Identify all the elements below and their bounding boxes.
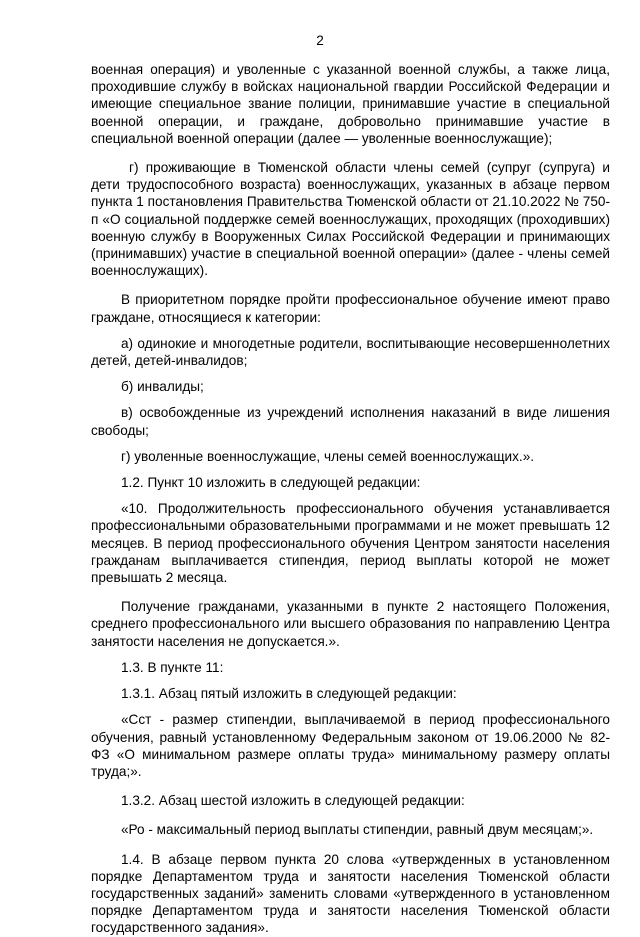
paragraph-item-a: а) одинокие и многодетные родители, воспитывающие несовершеннолетних детей, детей-инвалидов; [91, 335, 610, 369]
paragraph-item-v: в) освобожденные из учреждений исполнения наказаний в виде лишения свободы; [91, 405, 610, 438]
paragraph-sst-definition: «Сст - размер стипендии, выплачиваемой в период профессионального обучения, равный установленному Федеральным законом от 19.06.2000 № 82-ФЗ «О минимальном размере оплаты труда» минимальному размеру оплаты труда;». [91, 712, 610, 779]
page-number: 2 [316, 33, 324, 48]
document-body [91, 61, 610, 937]
paragraph-education-restriction: Получение гражданами, указанными в пункте 2 настоящего Положения, среднего профессионального или высшего образования по направлению Центра занятости населения не допускается.». [91, 599, 610, 649]
paragraph-1-4: 1.4. В абзаце первом пункта 20 слова «утвержденных в установленном порядке Департаментом труда и занятости населения Тюменской области государственных заданий» заменить словами «утвержденного в установленном порядке Департаментом труда и занятости населения Тюменской области государственного задания». [91, 851, 610, 936]
paragraph-item-g: г) уволенные военнослужащие, члены семей военнослужащих.». [121, 448, 535, 464]
paragraph-1-3: 1.3. В пункте 11: [121, 659, 224, 675]
paragraph-point-10-text: «10. Продолжительность профессионального обучения устанавливается профессиональными образовательными программами и не может превышать 12 месяцев. В период профессионального обучения Центром занятости населения гражданам выплачивается стипендия, период выплаты которой не может превышать 2 месяца. [91, 501, 610, 586]
paragraph-priority-categories: В приоритетном порядке пройти профессиональное обучение имеют право граждане, относящиеся к категории: [91, 292, 610, 325]
paragraph-ro-definition: «Ро - максимальный период выплаты стипендии, равный двум месяцам;». [121, 822, 594, 838]
paragraph-item-g-chleny-semey: г) проживающие в Тюменской области члены семей (супруг (супруга) и дети трудоспособного возраста) военнослужащих, указанных в абзаце первом пункта 1 постановления Правительства Тюменской области от 21.10.2022 № 750-п «О социальной поддержке семей военнослужащих, проходящих (проходивших) военную службу в Вооруженных Силах Российской Федерации и принимающих (принимавших) участие в специальной военной операции» (далее - члены семей военнослужащих). [91, 160, 610, 279]
paragraph-item-b: б) инвалиды; [121, 379, 204, 395]
paragraph-1-3-2: 1.3.2. Абзац шестой изложить в следующей редакции: [121, 793, 465, 809]
paragraph-continuation-uvolennye: военная операция) и уволенные с указанной военной службы, а также лица, проходившие службу в войсках национальной гвардии Российской Федерации и имеющие специальное звание полиции, принимавшие участие в специальной военной операции, и граждане, добровольно принимавшие участие в специальной военной операции (далее — уволенные военнослужащие); [91, 62, 610, 146]
paragraph-1-2: 1.2. Пункт 10 изложить в следующей редакции: [121, 475, 421, 491]
paragraph-1-3-1: 1.3.1. Абзац пятый изложить в следующей редакции: [121, 686, 457, 702]
